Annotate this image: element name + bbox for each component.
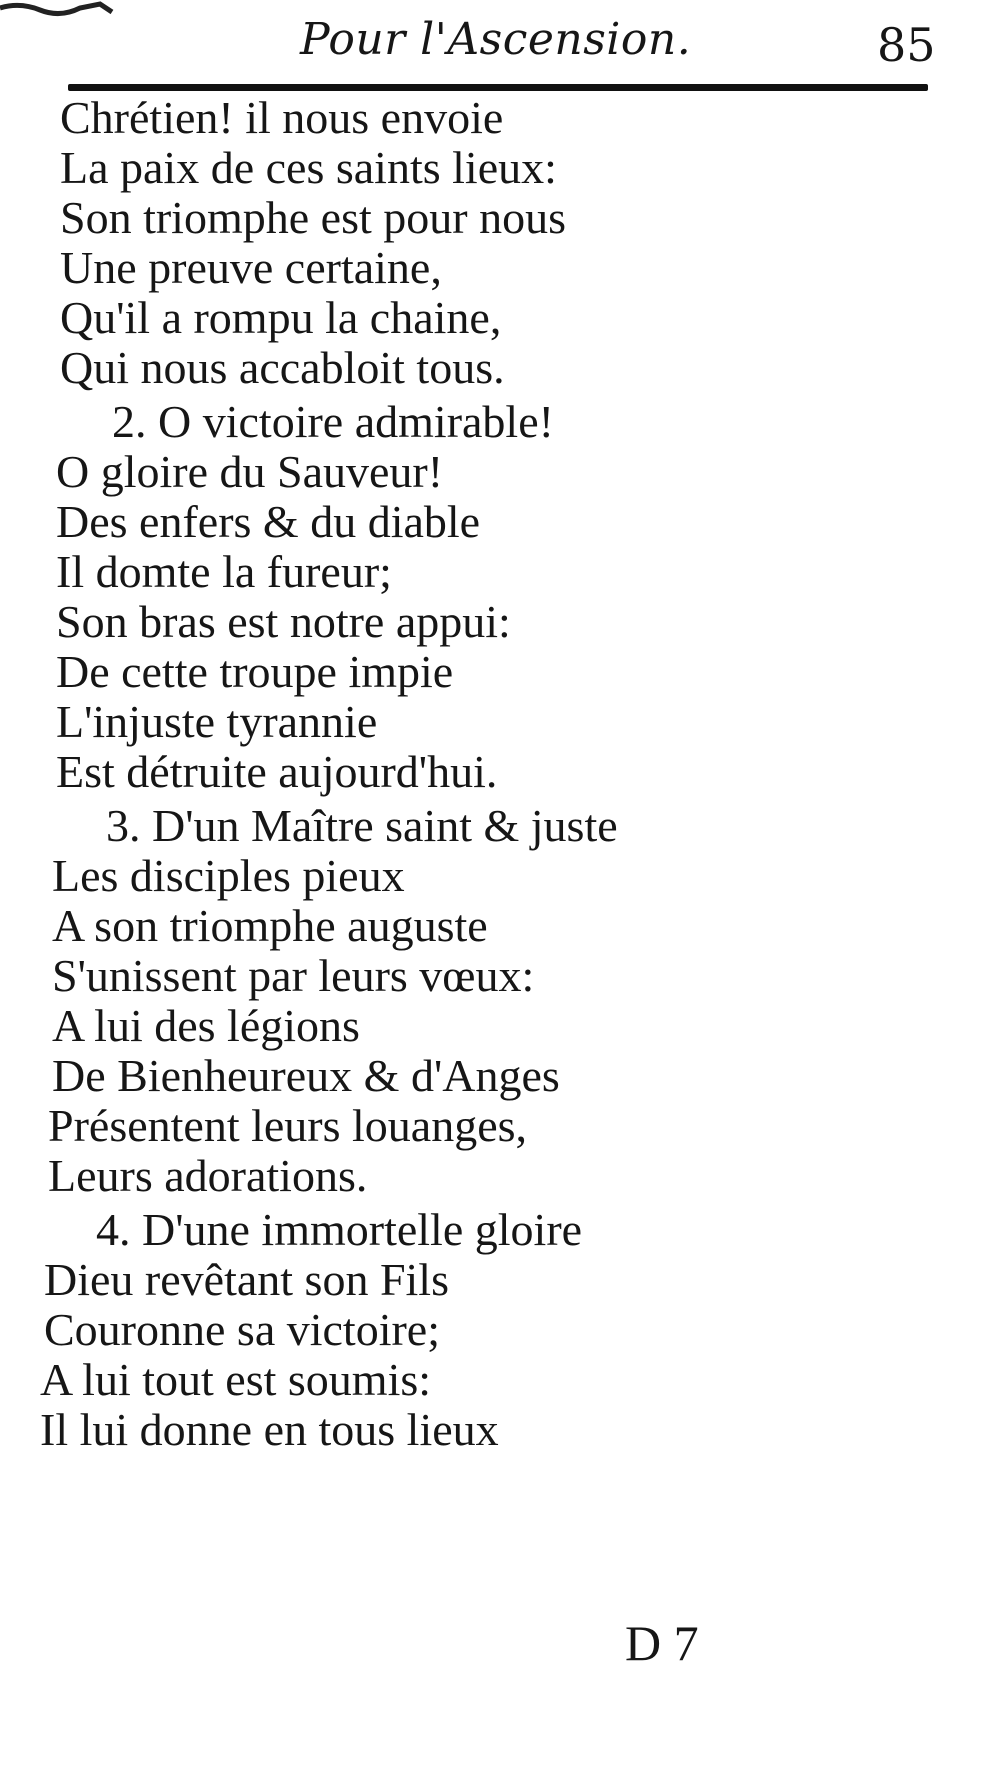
verse-line: Son triomphe est pour nous xyxy=(60,192,566,243)
running-head: Pour l'Ascension. xyxy=(300,14,692,65)
verse-line: Il lui donne en tous lieux xyxy=(40,1404,499,1455)
verse-line: Qui nous accabloit tous. xyxy=(60,342,505,393)
stanza-4-first-line: 4. D'une immortelle gloire xyxy=(96,1204,583,1255)
verse-line: A son triomphe auguste xyxy=(52,900,488,951)
verse-line: Chrétien! il nous envoie xyxy=(60,92,504,143)
verse-line: Il domte la fureur; xyxy=(56,546,392,597)
verse-line: Couronne sa victoire; xyxy=(44,1304,441,1355)
verse-line: La paix de ces saints lieux: xyxy=(60,142,557,193)
verse-line: Présentent leurs louanges, xyxy=(48,1100,528,1151)
verse-line: O gloire du Sauveur! xyxy=(56,446,444,497)
verse-line: Une preuve certaine, xyxy=(60,242,442,293)
verse-line: L'injuste tyrannie xyxy=(56,696,378,747)
verse-line: S'unissent par leurs vœux: xyxy=(52,950,535,1001)
verse-line: Dieu revêtant son Fils xyxy=(44,1254,449,1305)
verse-line: Qu'il a rompu la chaine, xyxy=(60,292,502,343)
page-edge-shadow xyxy=(975,0,1000,1770)
verse-line: Les disciples pieux xyxy=(52,850,405,901)
stanza-3-first-line: 3. D'un Maître saint & juste xyxy=(106,800,618,851)
verse-line: Leurs adorations. xyxy=(48,1150,368,1201)
verse-line: A lui des légions xyxy=(52,1000,360,1051)
stanza-2-first-line: 2. O victoire admirable! xyxy=(112,396,554,447)
signature-mark: D 7 xyxy=(625,1615,699,1671)
header-rule xyxy=(68,84,928,91)
verse-line: Est détruite aujourd'hui. xyxy=(56,746,498,797)
verse-line: De cette troupe impie xyxy=(56,646,454,697)
verse-line: De Bienheureux & d'Anges xyxy=(52,1050,560,1101)
verse-line: Son bras est notre appui: xyxy=(56,596,511,647)
verse-line: Des enfers & du diable xyxy=(56,496,481,547)
page-number: 85 xyxy=(877,18,936,72)
ornament-fragment xyxy=(0,0,130,20)
verse-line: A lui tout est soumis: xyxy=(40,1354,432,1405)
